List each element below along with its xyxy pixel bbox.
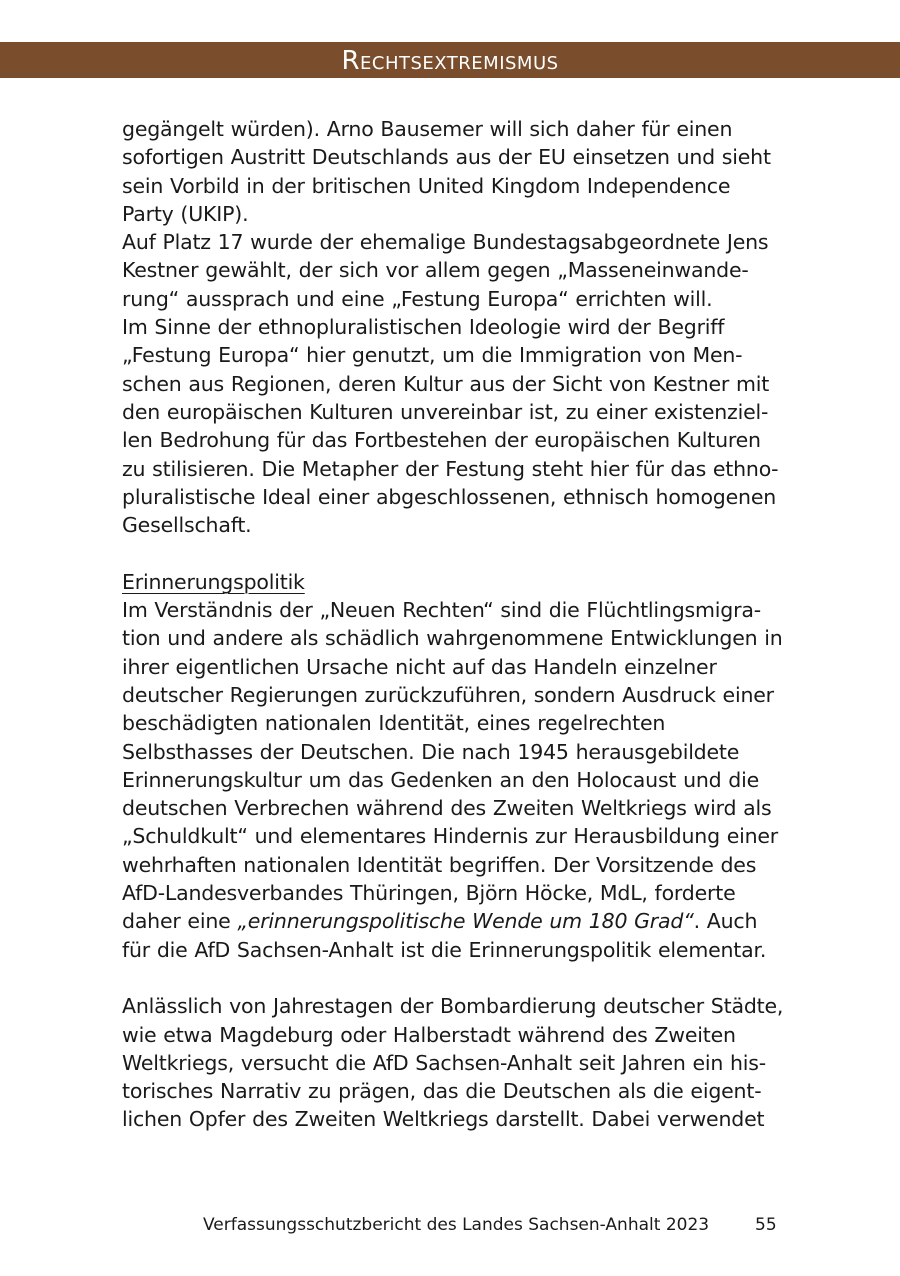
section-heading: Erinnerungspolitik xyxy=(122,569,305,594)
page-body xyxy=(122,115,787,1134)
paragraph-text: Im Verständnis der „Neuen Rechten“ sind die Flüchtlingsmigration und andere als schädlich wahrgenommene Entwicklungen in ihrer eigentlichen Ursache nicht auf das Handeln einzelner deutscher Regierungen zurückzuführen, sondern Ausdruck einer beschädigten nationalen Identität, eines regelrechten Selbsthasses der Deutschen. Die nach 1945 herausgebildete Erinnerungskultur um das Gedenken an den Holocaust und die deutschen Verbrechen während des Zweiten Weltkriegs wird als „Schuldkult“ und elementares Hindernis zur Herausbildung einer wehrhaften nationalen Identität begriffen. Der Vorsitzende des AfD-Landesverbandes Thüringen, Björn Höcke, MdL, forderte daher eine xyxy=(122,598,783,934)
paragraph-ukip: gegängelt würden). Arno Bausemer will sich daher für einen sofortigen Austritt Deutschlands aus der EU einsetzen und sieht sein Vorbild in der britischen United Kingdom Independence Party (UKIP). xyxy=(122,117,771,226)
paragraph-festung-europa: Im Sinne der ethnopluralistischen Ideologie wird der Begriff „Festung Europa“ hier genutzt, um die Immigration von Menschen aus Regionen, deren Kultur aus der Sicht von Kestner mit den europäischen Kulturen unvereinbar ist, zu einer existenziellen Bedrohung für das Fortbestehen der europäischen Kulturen zu stilisieren. Die Metapher der Festung steht hier für das ethnopluralistische Ideal einer abgeschlossenen, ethnisch homogenen Gesellschaft. xyxy=(122,315,779,538)
chapter-title: Rechtsextremismus xyxy=(341,46,559,76)
paragraph-text-end: . Auch für die AfD Sachsen-Anhalt ist die Erinnerungspolitik elementar. xyxy=(122,909,767,962)
paragraph-kestner: Auf Platz 17 wurde der ehemalige Bundestagsabgeordnete Jens Kestner gewählt, der sich vor allem gegen „Masseneinwanderung“ aussprach und eine „Festung Europa“ errichten will. xyxy=(122,230,769,311)
paragraph-spacer xyxy=(122,539,787,567)
paragraph-spacer xyxy=(122,964,787,992)
footer-report-title: Verfassungsschutzbericht des Landes Sachsen-Anhalt 2023 xyxy=(203,1215,710,1235)
chapter-header-bar xyxy=(0,42,900,78)
hoecke-quote: „erinnerungspolitische Wende um 180 Grad“ xyxy=(237,909,694,934)
page-number: 55 xyxy=(755,1215,777,1235)
paragraph-bombardierung: Anlässlich von Jahrestagen der Bombardierung deutscher Städte, wie etwa Magdeburg oder Halberstadt während des Zweiten Weltkriegs, versucht die AfD Sachsen-Anhalt seit Jahren ein historisches Narrativ zu prägen, das die Deutschen als die eigentlichen Opfer des Zweiten Weltkriegs darstellt. Dabei verwendet xyxy=(122,994,784,1132)
paragraph-erinnerungskultur xyxy=(122,596,787,964)
